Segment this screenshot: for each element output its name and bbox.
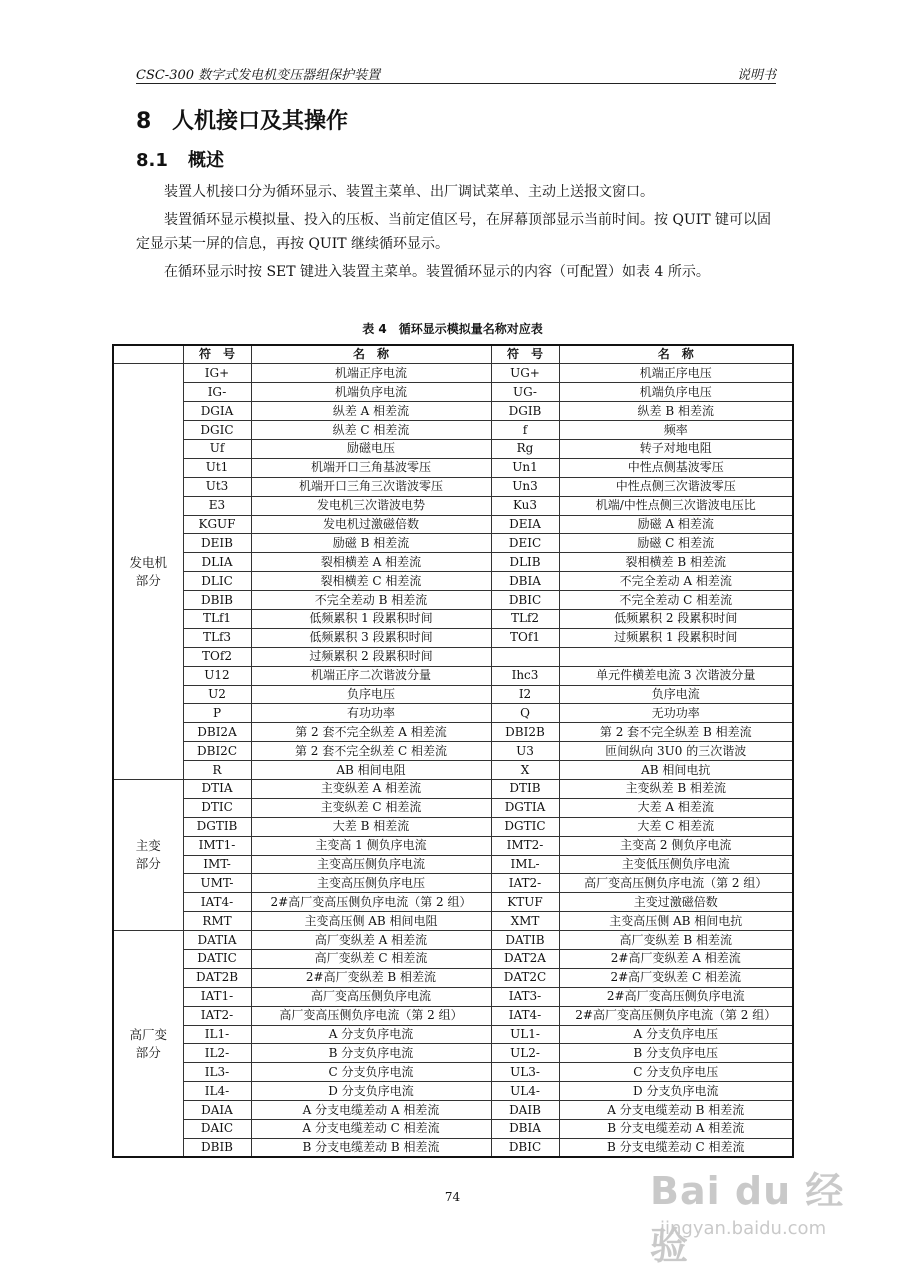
symbol-cell: TLf2 <box>491 609 559 628</box>
name-cell: 有功功率 <box>251 704 491 723</box>
symbol-cell: R <box>183 761 251 780</box>
table-row <box>113 855 793 874</box>
name-cell: 高厂变纵差 A 相差流 <box>251 931 491 950</box>
symbol-cell: IL3- <box>183 1063 251 1082</box>
symbol-cell: IMT1- <box>183 836 251 855</box>
name-cell: 机端正序电压 <box>559 364 793 383</box>
symbol-cell: I2 <box>491 685 559 704</box>
name-cell: D 分支负序电流 <box>559 1082 793 1101</box>
symbol-cell: DATIB <box>491 931 559 950</box>
name-cell: AB 相间电阻 <box>251 761 491 780</box>
name-cell: C 分支负序电流 <box>251 1063 491 1082</box>
watermark-brand: Bai du 经验 <box>650 1169 845 1268</box>
table-header-cell: 符 号 <box>183 345 251 364</box>
name-cell: 低频累积 2 段累积时间 <box>559 609 793 628</box>
name-cell: 2#高厂变高压侧负序电流 <box>559 987 793 1006</box>
name-cell: 高厂变高压侧负序电流（第 2 组） <box>251 1006 491 1025</box>
symbol-cell: RMT <box>183 912 251 931</box>
section-title: 人机接口及其操作 <box>172 109 349 134</box>
name-cell: 主变高 1 侧负序电流 <box>251 836 491 855</box>
symbol-cell: IAT2- <box>183 1006 251 1025</box>
name-cell: B 分支电缆差动 A 相差流 <box>559 1120 793 1139</box>
symbol-cell: UMT- <box>183 874 251 893</box>
symbol-cell: IG+ <box>183 364 251 383</box>
symbol-cell: DATIC <box>183 950 251 969</box>
symbol-cell <box>491 647 559 666</box>
symbol-cell: IL2- <box>183 1044 251 1063</box>
symbol-cell: DLIB <box>491 553 559 572</box>
table-row <box>113 439 793 458</box>
name-cell: 机端/中性点侧三次谐波电压比 <box>559 496 793 515</box>
symbol-cell: DGIA <box>183 402 251 421</box>
name-cell: 单元件横差电流 3 次谐波分量 <box>559 666 793 685</box>
symbol-cell: UL1- <box>491 1025 559 1044</box>
name-cell: 不完全差动 A 相差流 <box>559 572 793 591</box>
symbol-cell: DTIC <box>183 798 251 817</box>
name-cell: 2#高厂变纵差 C 相差流 <box>559 968 793 987</box>
table-group-label: 主变 部分 <box>113 779 183 930</box>
symbol-cell: DEIA <box>491 515 559 534</box>
table-header-cell <box>113 345 183 364</box>
symbol-cell: IL4- <box>183 1082 251 1101</box>
table-row <box>113 950 793 969</box>
symbol-cell: IAT2- <box>491 874 559 893</box>
symbol-cell: U2 <box>183 685 251 704</box>
name-cell: A 分支负序电流 <box>251 1025 491 1044</box>
table-row <box>113 402 793 421</box>
table-row <box>113 874 793 893</box>
symbol-cell: IAT1- <box>183 987 251 1006</box>
name-cell: A 分支电缆差动 B 相差流 <box>559 1101 793 1120</box>
paragraph-2: 装置循环显示模拟量、投入的压板、当前定值区号，在屏幕顶部显示当前时间。按 QUIT 键可以固定显示某一屏的信息，再按 QUIT 继续循环显示。 <box>136 212 772 252</box>
symbol-cell: DGTIC <box>491 817 559 836</box>
symbol-cell: UG+ <box>491 364 559 383</box>
symbol-cell: DGTIB <box>183 817 251 836</box>
symbol-cell: DEIB <box>183 534 251 553</box>
table-header-cell: 名 称 <box>251 345 491 364</box>
name-cell: A 分支负序电压 <box>559 1025 793 1044</box>
header-doc-type: 说明书 <box>736 68 776 83</box>
name-cell: 主变纵差 A 相差流 <box>251 779 491 798</box>
symbol-cell: Q <box>491 704 559 723</box>
name-cell: D 分支负序电流 <box>251 1082 491 1101</box>
symbol-cell: DBIC <box>491 591 559 610</box>
name-cell <box>559 647 793 666</box>
table-row <box>113 1006 793 1025</box>
name-cell: 机端正序电流 <box>251 364 491 383</box>
symbol-cell: IML- <box>491 855 559 874</box>
name-cell: 裂相横差 B 相差流 <box>559 553 793 572</box>
name-cell: 主变过激磁倍数 <box>559 893 793 912</box>
symbol-cell: DBIB <box>183 591 251 610</box>
table-header-row <box>113 345 793 364</box>
symbol-cell: DBI2C <box>183 742 251 761</box>
table-row <box>113 1120 793 1139</box>
name-cell: 高厂变纵差 C 相差流 <box>251 950 491 969</box>
analog-name-table <box>112 344 794 1158</box>
name-cell: 2#高厂变纵差 A 相差流 <box>559 950 793 969</box>
symbol-cell: U3 <box>491 742 559 761</box>
symbol-cell: DBIC <box>491 1138 559 1157</box>
name-cell: B 分支电缆差动 B 相差流 <box>251 1138 491 1157</box>
table-row <box>113 931 793 950</box>
name-cell: 大差 A 相差流 <box>559 798 793 817</box>
symbol-cell: DAT2A <box>491 950 559 969</box>
table-body <box>113 364 793 1157</box>
name-cell: 纵差 B 相差流 <box>559 402 793 421</box>
symbol-cell: DBI2B <box>491 723 559 742</box>
table-row <box>113 553 793 572</box>
name-cell: 频率 <box>559 421 793 440</box>
paragraph-3: 在循环显示时按 SET 键进入装置主菜单。装置循环显示的内容（可配置）如表 4 所示。 <box>164 264 710 280</box>
name-cell: 大差 C 相差流 <box>559 817 793 836</box>
name-cell: 过频累积 2 段累积时间 <box>251 647 491 666</box>
symbol-cell: IG- <box>183 383 251 402</box>
symbol-cell: UL4- <box>491 1082 559 1101</box>
name-cell: 主变低压侧负序电流 <box>559 855 793 874</box>
paragraph-1: 装置人机接口分为循环显示、装置主菜单、出厂调试菜单、主动上送报文窗口。 <box>164 184 654 200</box>
symbol-cell: P <box>183 704 251 723</box>
table-row <box>113 1138 793 1157</box>
table-row <box>113 893 793 912</box>
symbol-cell: TLf1 <box>183 609 251 628</box>
name-cell: 发电机三次谐波电势 <box>251 496 491 515</box>
table-row <box>113 912 793 931</box>
symbol-cell: UG- <box>491 383 559 402</box>
symbol-cell: IMT2- <box>491 836 559 855</box>
name-cell: 过频累积 1 段累积时间 <box>559 628 793 647</box>
name-cell: C 分支负序电压 <box>559 1063 793 1082</box>
table-group-label: 高厂变 部分 <box>113 931 183 1158</box>
section-number: 8 <box>136 109 152 134</box>
name-cell: 励磁 B 相差流 <box>251 534 491 553</box>
name-cell: 中性点侧三次谐波零压 <box>559 477 793 496</box>
name-cell: B 分支负序电流 <box>251 1044 491 1063</box>
table-row <box>113 572 793 591</box>
table-row <box>113 704 793 723</box>
table-row <box>113 515 793 534</box>
symbol-cell: Ut3 <box>183 477 251 496</box>
name-cell: 励磁 A 相差流 <box>559 515 793 534</box>
name-cell: 主变高压侧 AB 相间电抗 <box>559 912 793 931</box>
symbol-cell: UL2- <box>491 1044 559 1063</box>
table-row <box>113 609 793 628</box>
table-group-label: 发电机 部分 <box>113 364 183 780</box>
name-cell: 不完全差动 C 相差流 <box>559 591 793 610</box>
symbol-cell: DBIA <box>491 572 559 591</box>
symbol-cell: DTIA <box>183 779 251 798</box>
symbol-cell: TLf3 <box>183 628 251 647</box>
page-number: 74 <box>444 1190 461 1204</box>
symbol-cell: IAT3- <box>491 987 559 1006</box>
name-cell: 机端开口三角三次谐波零压 <box>251 477 491 496</box>
symbol-cell: DAIB <box>491 1101 559 1120</box>
symbol-cell: KTUF <box>491 893 559 912</box>
subsection-heading <box>136 146 224 172</box>
name-cell: 匝间纵向 3U0 的三次谐波 <box>559 742 793 761</box>
table-row <box>113 798 793 817</box>
name-cell: 2#高厂变纵差 B 相差流 <box>251 968 491 987</box>
symbol-cell: DBIB <box>183 1138 251 1157</box>
table-row <box>113 458 793 477</box>
name-cell: 主变纵差 B 相差流 <box>559 779 793 798</box>
name-cell: 高厂变高压侧负序电流（第 2 组） <box>559 874 793 893</box>
name-cell: 励磁 C 相差流 <box>559 534 793 553</box>
symbol-cell: U12 <box>183 666 251 685</box>
symbol-cell: TOf2 <box>183 647 251 666</box>
symbol-cell: KGUF <box>183 515 251 534</box>
name-cell: B 分支负序电压 <box>559 1044 793 1063</box>
table-row <box>113 817 793 836</box>
symbol-cell: Ku3 <box>491 496 559 515</box>
table-row <box>113 1082 793 1101</box>
name-cell: 大差 B 相差流 <box>251 817 491 836</box>
name-cell: 主变高压侧 AB 相间电阻 <box>251 912 491 931</box>
baidu-watermark-logo <box>640 1160 870 1268</box>
symbol-cell: DGTIA <box>491 798 559 817</box>
symbol-cell: DAIA <box>183 1101 251 1120</box>
symbol-cell: TOf1 <box>491 628 559 647</box>
name-cell: 高厂变纵差 B 相差流 <box>559 931 793 950</box>
table-header-cell: 符 号 <box>491 345 559 364</box>
name-cell: 负序电压 <box>251 685 491 704</box>
table-row <box>113 1101 793 1120</box>
symbol-cell: E3 <box>183 496 251 515</box>
header-doc-title: CSC-300 数字式发电机变压器组保护装置 <box>136 68 381 83</box>
table-row <box>113 496 793 515</box>
table-row <box>113 1025 793 1044</box>
name-cell: 低频累积 3 段累积时间 <box>251 628 491 647</box>
symbol-cell: XMT <box>491 912 559 931</box>
symbol-cell: DGIB <box>491 402 559 421</box>
name-cell: 主变高 2 侧负序电流 <box>559 836 793 855</box>
name-cell: 无功功率 <box>559 704 793 723</box>
symbol-cell: Ut1 <box>183 458 251 477</box>
table-row <box>113 421 793 440</box>
subsection-number: 8.1 <box>136 150 168 171</box>
name-cell: 转子对地电阻 <box>559 439 793 458</box>
table-row <box>113 779 793 798</box>
symbol-cell: f <box>491 421 559 440</box>
symbol-cell: Un3 <box>491 477 559 496</box>
table-row <box>113 1044 793 1063</box>
name-cell: 纵差 C 相差流 <box>251 421 491 440</box>
name-cell: 主变高压侧负序电压 <box>251 874 491 893</box>
name-cell: 机端正序二次谐波分量 <box>251 666 491 685</box>
name-cell: 第 2 套不完全纵差 B 相差流 <box>559 723 793 742</box>
symbol-cell: Un1 <box>491 458 559 477</box>
symbol-cell: IAT4- <box>491 1006 559 1025</box>
name-cell: 2#高厂变高压侧负序电流（第 2 组） <box>251 893 491 912</box>
symbol-cell: DAIC <box>183 1120 251 1139</box>
symbol-cell: DLIA <box>183 553 251 572</box>
section-heading <box>136 104 348 135</box>
name-cell: 第 2 套不完全纵差 A 相差流 <box>251 723 491 742</box>
symbol-cell: DAT2C <box>491 968 559 987</box>
name-cell: AB 相间电抗 <box>559 761 793 780</box>
symbol-cell: DEIC <box>491 534 559 553</box>
symbol-cell: DBIA <box>491 1120 559 1139</box>
name-cell: B 分支电缆差动 C 相差流 <box>559 1138 793 1157</box>
table-row <box>113 761 793 780</box>
name-cell: 主变高压侧负序电流 <box>251 855 491 874</box>
name-cell: 机端开口三角基波零压 <box>251 458 491 477</box>
table-row <box>113 383 793 402</box>
name-cell: 发电机过激磁倍数 <box>251 515 491 534</box>
symbol-cell: X <box>491 761 559 780</box>
name-cell: 第 2 套不完全纵差 C 相差流 <box>251 742 491 761</box>
symbol-cell: Uf <box>183 439 251 458</box>
name-cell: 中性点侧基波零压 <box>559 458 793 477</box>
subsection-title: 概述 <box>188 150 224 171</box>
name-cell: 励磁电压 <box>251 439 491 458</box>
name-cell: 主变纵差 C 相差流 <box>251 798 491 817</box>
symbol-cell: DGIC <box>183 421 251 440</box>
table-row <box>113 742 793 761</box>
table-caption: 表 4 循环显示模拟量名称对应表 <box>362 322 543 336</box>
symbol-cell: DBI2A <box>183 723 251 742</box>
symbol-cell: Ihc3 <box>491 666 559 685</box>
name-cell: A 分支电缆差动 A 相差流 <box>251 1101 491 1120</box>
symbol-cell: UL3- <box>491 1063 559 1082</box>
table-row <box>113 1063 793 1082</box>
name-cell: 2#高厂变高压侧负序电流（第 2 组） <box>559 1006 793 1025</box>
symbol-cell: IL1- <box>183 1025 251 1044</box>
symbol-cell: IMT- <box>183 855 251 874</box>
symbol-cell: DAT2B <box>183 968 251 987</box>
symbol-cell: DTIB <box>491 779 559 798</box>
table-row <box>113 647 793 666</box>
watermark-url: jingyan.baidu.com <box>660 1218 827 1239</box>
table-row <box>113 723 793 742</box>
table-row <box>113 685 793 704</box>
name-cell: A 分支电缆差动 C 相差流 <box>251 1120 491 1139</box>
name-cell: 负序电流 <box>559 685 793 704</box>
name-cell: 纵差 A 相差流 <box>251 402 491 421</box>
table-row <box>113 836 793 855</box>
name-cell: 低频累积 1 段累积时间 <box>251 609 491 628</box>
name-cell: 裂相横差 C 相差流 <box>251 572 491 591</box>
table-row <box>113 591 793 610</box>
table-row <box>113 987 793 1006</box>
name-cell: 裂相横差 A 相差流 <box>251 553 491 572</box>
name-cell: 机端负序电流 <box>251 383 491 402</box>
table-row <box>113 534 793 553</box>
name-cell: 不完全差动 B 相差流 <box>251 591 491 610</box>
table-row <box>113 666 793 685</box>
table-row <box>113 628 793 647</box>
name-cell: 机端负序电压 <box>559 383 793 402</box>
table-header-cell: 名 称 <box>559 345 793 364</box>
table-row <box>113 364 793 383</box>
table-row <box>113 477 793 496</box>
page-header <box>136 62 776 84</box>
name-cell: 高厂变高压侧负序电流 <box>251 987 491 1006</box>
symbol-cell: DLIC <box>183 572 251 591</box>
table-row <box>113 968 793 987</box>
symbol-cell: DATIA <box>183 931 251 950</box>
symbol-cell: Rg <box>491 439 559 458</box>
symbol-cell: IAT4- <box>183 893 251 912</box>
